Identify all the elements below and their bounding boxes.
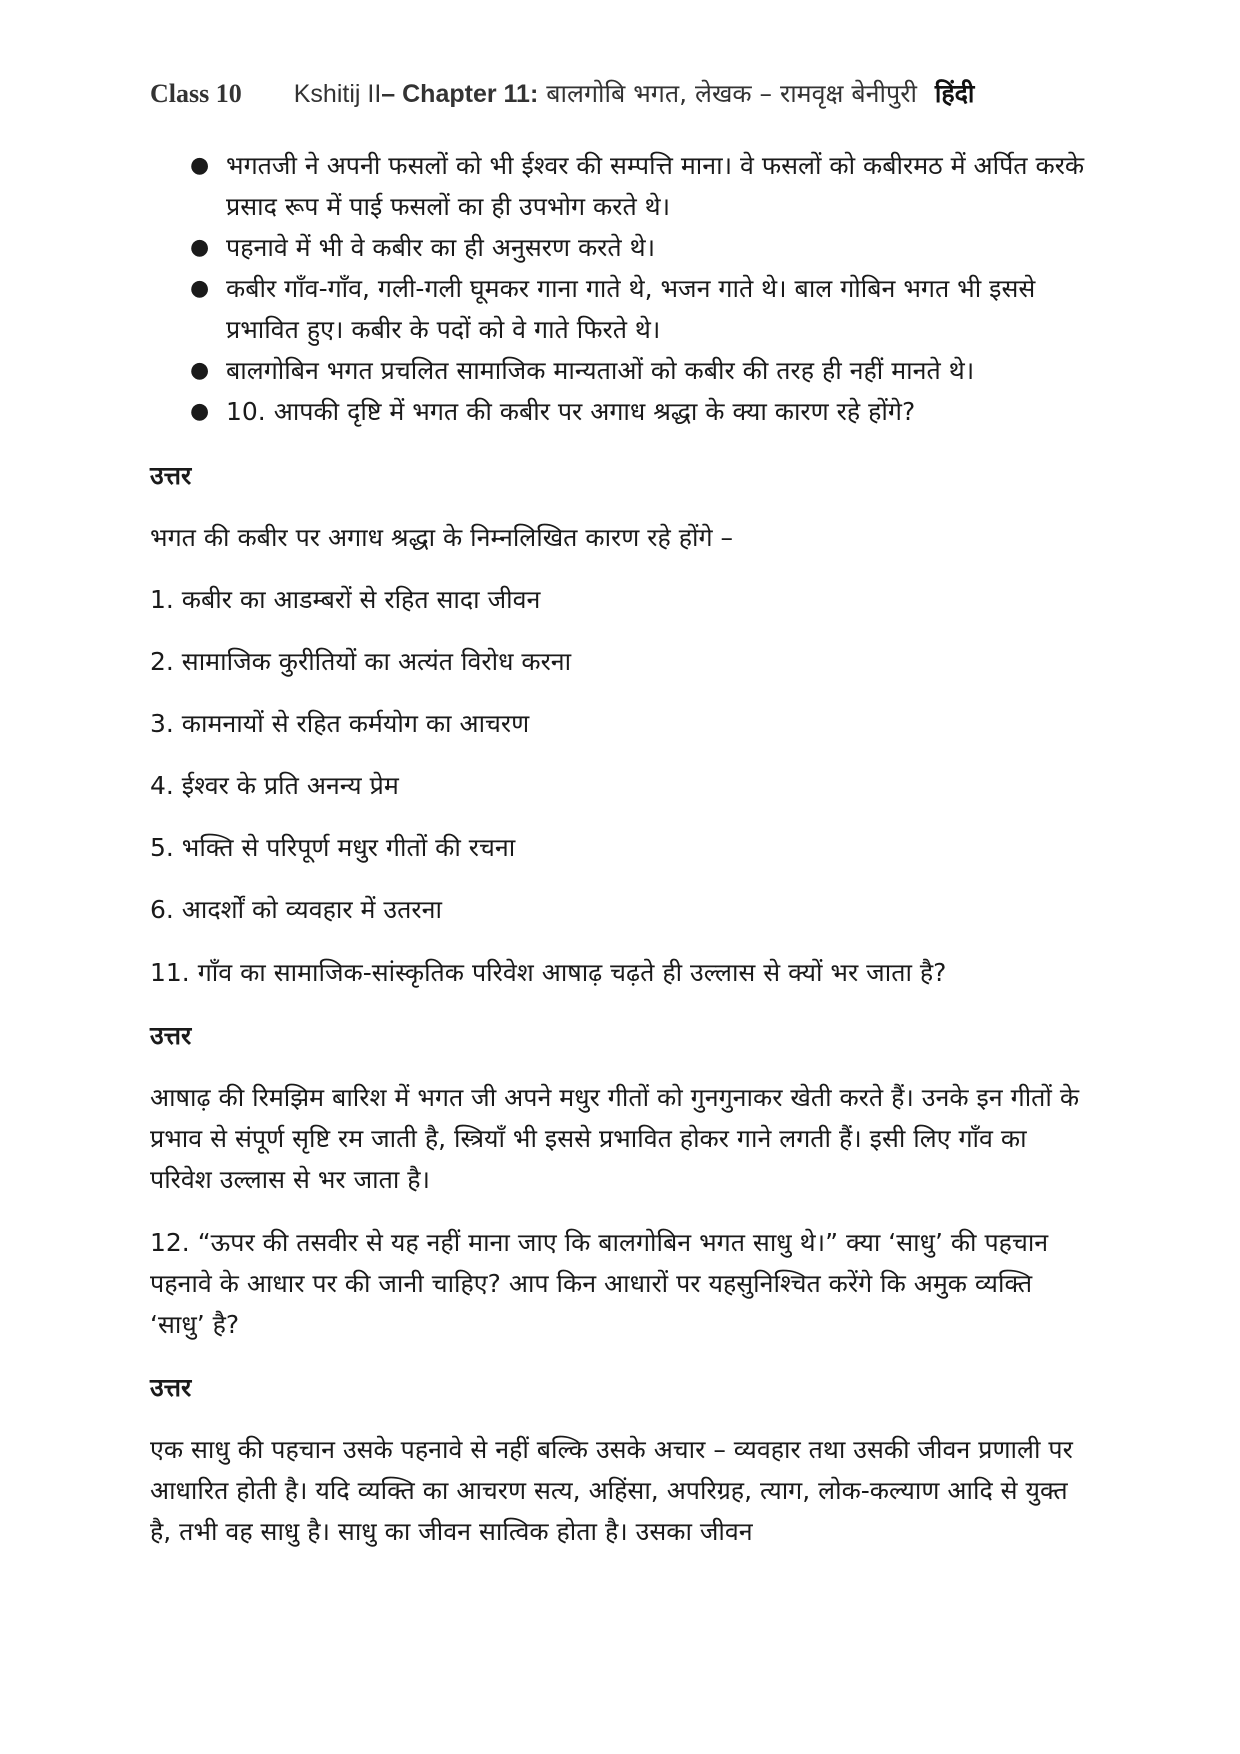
q10-answer-intro: भगत की कबीर पर अगाध श्रद्धा के निम्नलिखित कारण रहे होंगे – [150, 523, 734, 552]
bullet-list [190, 145, 1090, 432]
page-header [150, 74, 1110, 114]
bullet-text: 10. आपकी दृष्टि में भगत की कबीर पर अगाध श्रद्धा के क्या कारण रहे होंगे? [226, 397, 916, 426]
answer-heading: उत्तर [150, 1021, 192, 1050]
bullet-icon: ● [190, 153, 210, 178]
bullet-text: पहनावे में भी वे कबीर का ही अनुसरण करते थे। [226, 233, 656, 262]
q10-point: 5. भक्ति से परिपूर्ण मधुर गीतों की रचना [150, 833, 516, 862]
list-item [190, 268, 1090, 350]
q11-answer: आषाढ़ की रिमझिम बारिश में भगत जी अपने मधुर गीतों को गुनगुनाकर खेती करते हैं। उनके इन गीतों के प्रभाव से संपूर्ण सृष्टि रम जाती है, स्त्रियाँ भी इससे प्रभावित होकर गाने लगती हैं। इसी लिए गाँव का परिवेश उल्लास से भर जाता है। [150, 1083, 1080, 1194]
subject-label: हिंदी [934, 79, 975, 108]
book-name: Kshitij II [293, 80, 382, 108]
q11-question: 11. गाँव का सामाजिक-सांस्कृतिक परिवेश आषाढ़ चढ़ते ही उल्लास से क्यों भर जाता है? [150, 958, 947, 987]
bullet-icon: ● [190, 399, 210, 424]
q10-point: 4. ईश्वर के प्रति अनन्य प्रेम [150, 771, 399, 800]
bullet-icon: ● [190, 276, 210, 301]
bullet-text: कबीर गाँव-गाँव, गली-गली घूमकर गाना गाते थे, भजन गाते थे। बाल गोबिन भगत भी इससे प्रभावित हुए। कबीर के पदों को वे गाते फिरते थे। [226, 274, 1036, 344]
list-item [190, 391, 1090, 432]
bullet-text: बालगोबिन भगत प्रचलित सामाजिक मान्यताओं को कबीर की तरह ही नहीं मानते थे। [226, 356, 975, 385]
q10-point: 2. सामाजिक कुरीतियों का अत्यंत विरोध करना [150, 647, 572, 676]
list-item [190, 227, 1090, 268]
chapter-number: – Chapter 11: [381, 80, 539, 108]
bullet-icon: ● [190, 358, 210, 383]
q12-answer: एक साधु की पहचान उसके पहनावे से नहीं बल्कि उसके अचार – व्यवहार तथा उसकी जीवन प्रणाली पर आधारित होती है। यदि व्यक्ति का आचरण सत्य, अहिंसा, अपरिग्रह, त्याग, लोक-कल्याण आदि से युक्त है, तभी वह साधु है। साधु का जीवन सात्विक होता है। उसका जीवन [150, 1435, 1073, 1546]
q10-point: 3. कामनायों से रहित कर्मयोग का आचरण [150, 709, 530, 738]
answer-heading: उत्तर [150, 461, 192, 490]
q10-point: 1. कबीर का आडम्बरों से रहित सादा जीवन [150, 585, 541, 614]
bullet-text: भगतजी ने अपनी फसलों को भी ईश्वर की सम्पत्ति माना। वे फसलों को कबीरमठ में अर्पित करके प्रसाद रूप में पाई फसलों का ही उपभोग करते थे। [226, 151, 1085, 221]
list-item [190, 145, 1090, 227]
list-item [190, 350, 1090, 391]
class-label: Class 10 [150, 79, 242, 108]
q12-question: 12. “ऊपर की तसवीर से यह नहीं माना जाए कि बालगोबिन भगत साधु थे।” क्या ‘साधु’ की पहचान पहनावे के आधार पर की जानी चाहिए? आप किन आधारों पर यहसुनिश्चित करेंगे कि अमुक व्यक्ति ‘साधु’ है? [150, 1228, 1049, 1339]
answer-heading: उत्तर [150, 1373, 192, 1402]
q10-point: 6. आदर्शों को व्यवहार में उतरना [150, 895, 442, 924]
chapter-title: बालगोबि भगत, लेखक – रामवृक्ष बेनीपुरी [546, 79, 917, 108]
bullet-icon: ● [190, 235, 210, 260]
